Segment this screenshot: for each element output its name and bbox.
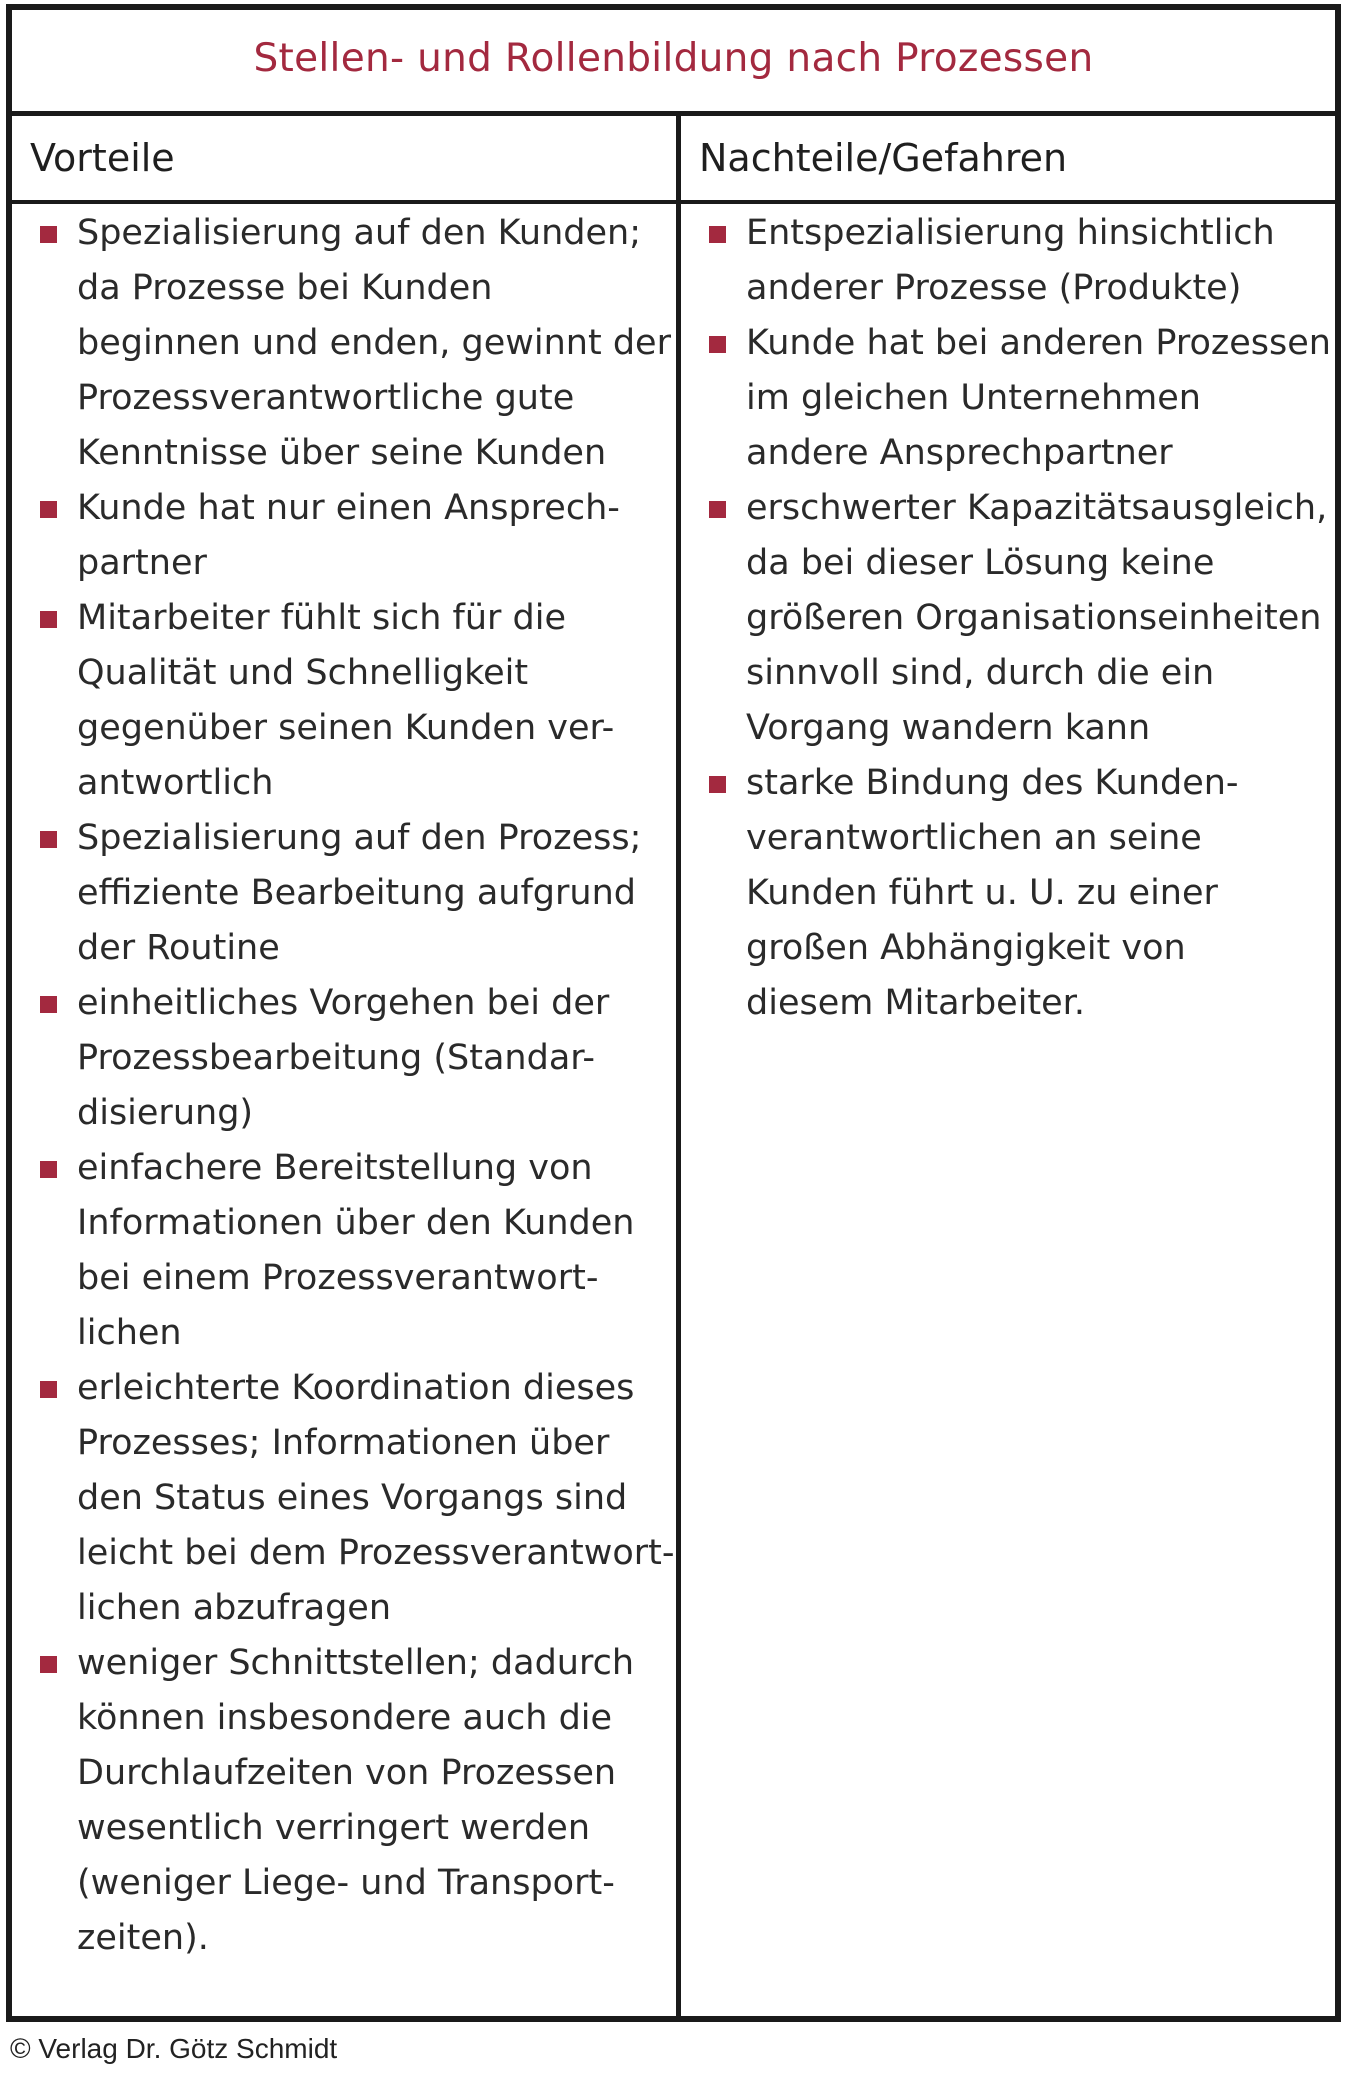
list-item bbox=[706, 316, 1336, 481]
list-item bbox=[37, 591, 672, 811]
list-item-text-line: Kenntnisse über seine Kunden bbox=[77, 433, 607, 473]
list-item bbox=[37, 1636, 672, 1966]
list-item bbox=[706, 481, 1336, 756]
vorteile-list bbox=[37, 206, 675, 1966]
list-item-text-line: zeiten). bbox=[77, 1918, 209, 1958]
comparison-table bbox=[6, 4, 1341, 2022]
list-item-text-line: disierung) bbox=[77, 1093, 254, 1133]
list-item-text-line: da bei dieser Lösung keine bbox=[746, 543, 1215, 583]
column-divider bbox=[676, 116, 681, 2016]
list-item-text-line: Kunde hat bei anderen Prozessen bbox=[746, 323, 1331, 363]
square-bullet-icon bbox=[40, 226, 57, 243]
square-bullet-icon bbox=[709, 501, 726, 518]
list-item-text-line: großen Abhängigkeit von bbox=[746, 928, 1186, 968]
list-item-text-line: Vorgang wandern kann bbox=[746, 708, 1151, 748]
square-bullet-icon bbox=[40, 611, 57, 628]
list-item-text-line: Prozessbearbeitung (Standar- bbox=[77, 1038, 596, 1078]
square-bullet-icon bbox=[40, 1656, 57, 1673]
list-item-text-line: starke Bindung des Kunden- bbox=[746, 763, 1239, 803]
column-header-nachteile: Nachteile/Gefahren bbox=[699, 136, 1068, 180]
list-item-text-line: wesentlich verringert werden bbox=[77, 1808, 591, 1848]
table-title: Stellen- und Rollenbildung nach Prozessen bbox=[253, 36, 1094, 81]
list-item-text-line: Prozessverantwortliche gute bbox=[77, 378, 575, 418]
square-bullet-icon bbox=[40, 501, 57, 518]
list-item bbox=[37, 811, 672, 976]
list-item-text-line: antwortlich bbox=[77, 763, 274, 803]
list-item-text-line: verantwortlichen an seine bbox=[746, 818, 1202, 858]
list-item-text-line: gegenüber seinen Kunden ver- bbox=[77, 708, 615, 748]
list-item bbox=[37, 206, 672, 481]
list-item-text-line: lichen abzufragen bbox=[77, 1588, 392, 1628]
list-item-text-line: Durchlaufzeiten von Prozessen bbox=[77, 1753, 617, 1793]
list-item-text-line: erleichterte Koordination dieses bbox=[77, 1368, 635, 1408]
list-item-text-line: weniger Schnittstellen; dadurch bbox=[77, 1643, 635, 1683]
list-item bbox=[706, 206, 1336, 316]
list-item-text-line: Kunden führt u. U. zu einer bbox=[746, 873, 1218, 913]
square-bullet-icon bbox=[40, 996, 57, 1013]
square-bullet-icon bbox=[709, 226, 726, 243]
table-title-row bbox=[12, 10, 1335, 116]
list-item bbox=[37, 481, 672, 591]
square-bullet-icon bbox=[40, 1381, 57, 1398]
list-item-text-line: anderer Prozesse (Produkte) bbox=[746, 268, 1242, 308]
square-bullet-icon bbox=[709, 336, 726, 353]
list-item-text-line: Kunde hat nur einen Ansprech- bbox=[77, 488, 620, 528]
list-item-text-line: Spezialisierung auf den Prozess; bbox=[77, 818, 642, 858]
list-item-text-line: leicht bei dem Prozessverantwort- bbox=[77, 1533, 675, 1573]
list-item-text-line: Entspezialisierung hinsichtlich bbox=[746, 213, 1275, 253]
list-item-text-line: (weniger Liege- und Transport- bbox=[77, 1863, 615, 1903]
list-item-text-line: da Prozesse bei Kunden bbox=[77, 268, 493, 308]
list-item-text-line: beginnen und enden, gewinnt der bbox=[77, 323, 671, 363]
list-item-text-line: bei einem Prozessverantwort- bbox=[77, 1258, 599, 1298]
square-bullet-icon bbox=[40, 831, 57, 848]
list-item-text-line: andere Ansprechpartner bbox=[746, 433, 1173, 473]
list-item-text-line: erschwerter Kapazitätsausgleich, bbox=[746, 488, 1328, 528]
table-header-row bbox=[12, 116, 1335, 204]
list-item-text-line: Qualität und Schnelligkeit bbox=[77, 653, 529, 693]
list-item bbox=[37, 1141, 672, 1361]
list-item bbox=[706, 756, 1336, 1031]
list-item-text-line: einheitliches Vorgehen bei der bbox=[77, 983, 610, 1023]
list-item-text-line: Mitarbeiter fühlt sich für die bbox=[77, 598, 566, 638]
list-item-text-line: können insbesondere auch die bbox=[77, 1698, 613, 1738]
square-bullet-icon bbox=[40, 1161, 57, 1178]
list-item bbox=[37, 1361, 675, 1636]
list-item-text-line: Prozesses; Informationen über bbox=[77, 1423, 610, 1463]
square-bullet-icon bbox=[709, 776, 726, 793]
list-item-text-line: den Status eines Vorgangs sind bbox=[77, 1478, 628, 1518]
list-item-text-line: der Routine bbox=[77, 928, 280, 968]
column-header-vorteile: Vorteile bbox=[30, 136, 175, 180]
list-item-text-line: größeren Organisationseinheiten bbox=[746, 598, 1322, 638]
nachteile-list bbox=[706, 206, 1336, 1031]
list-item-text-line: partner bbox=[77, 543, 207, 583]
list-item-text-line: im gleichen Unternehmen bbox=[746, 378, 1201, 418]
list-item bbox=[37, 976, 672, 1141]
list-item-text-line: Informationen über den Kunden bbox=[77, 1203, 635, 1243]
list-item-text-line: effiziente Bearbeitung aufgrund bbox=[77, 873, 636, 913]
list-item-text-line: lichen bbox=[77, 1313, 182, 1353]
list-item-text-line: sinnvoll sind, durch die ein bbox=[746, 653, 1215, 693]
copyright-notice: © Verlag Dr. Götz Schmidt bbox=[10, 2033, 338, 2064]
list-item-text-line: einfachere Bereitstellung von bbox=[77, 1148, 593, 1188]
list-item-text-line: Spezialisierung auf den Kunden; bbox=[77, 213, 641, 253]
list-item-text-line: diesem Mitarbeiter. bbox=[746, 983, 1085, 1023]
